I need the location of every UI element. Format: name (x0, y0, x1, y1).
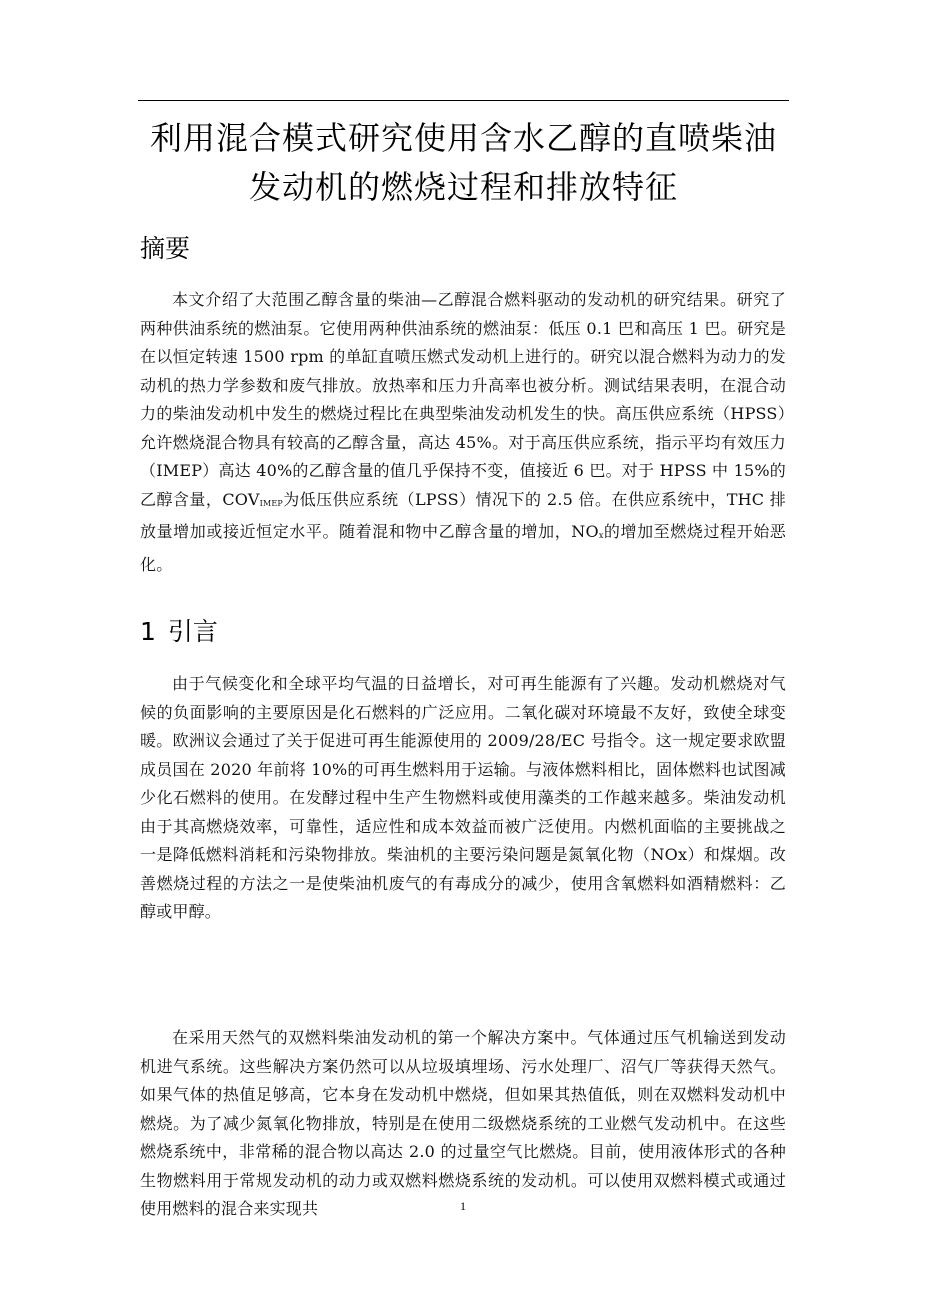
introduction-paragraph-1: 由于气候变化和全球平均气温的日益增长，对可再生能源有了兴趣。发动机燃烧对气候的负面影响的主要原因是化石燃料的广泛应用。二氧化碳对环境最不友好，致使全球变暖。欧洲议会通过了关于促进可再生能源使用的 2009/28/EC 号指令。这一规定要求欧盟成员国在 2020 年前将 10%的可再生燃料用于运输。与液体燃料相比，固体燃料也试图减少化石燃料的使用。在发酵过程中生产生物燃料或使用藻类的工作越来越多。柴油发动机由于其高燃烧效率，可靠性，适应性和成本效益而被广泛使用。内燃机面临的主要挑战之一是降低燃料消耗和污染物排放。柴油机的主要污染问题是氮氧化物（NOx）和煤烟。改善燃烧过程的方法之一是使柴油机废气的有毒成分的减少，使用含氧燃料如酒精燃料：乙醇或甲醇。 (140, 674, 786, 921)
imep-subscript: IMEP (259, 498, 283, 508)
section-number: 1 (140, 617, 156, 646)
abstract-paragraph (140, 286, 786, 579)
section-title: 引言 (167, 617, 218, 646)
abstract-heading: 摘要 (140, 234, 191, 263)
nox-subscript: x (598, 531, 604, 540)
introduction-paragraph-2: 在采用天然气的双燃料柴油发动机的第一个解决方案中。气体通过压气机输送到发动机进气系统。这些解决方案仍然可以从垃圾填埋场、污水处理厂、沼气厂等获得天然气。如果气体的热值足够高，它本身在发动机中燃烧，但如果其热值低，则在双燃料发动机中燃烧。为了减少氮氧化物排放，特别是在使用二级燃烧系统的工业燃气发动机中。在这些燃烧系统中，非常稀的混合物以高达 2.0 的过量空气比燃烧。目前，使用液体形式的各种生物燃料用于常规发动机的动力或双燃料燃烧系统的发动机。可以使用双燃料模式或通过使用燃料的混合来实现共 (140, 1028, 786, 1218)
abstract-text-c: 的增加至燃烧过程开始恶化。 (140, 522, 787, 574)
page-number: 1 (460, 1199, 466, 1213)
abstract-text-b: 为低压供应系统（LPSS）情况下的 2.5 倍。在供应系统中，THC 排放量增加或接近恒定水平。随着混和物中乙醇含量的增加，NO (140, 489, 786, 541)
paper-title: 利用混合模式研究使用含水乙醇的直喷柴油发动机的燃烧过程和排放特征 (149, 119, 777, 206)
introduction-heading (140, 617, 218, 647)
abstract-text-a: 本文介绍了大范围乙醇含量的柴油—乙醇混合燃料驱动的发动机的研究结果。研究了两种供油系统的燃油泵。它使用两种供油系统的燃油泵：低压 0.1 巴和高压 1 巴。研究是在以恒定转速 1500 rpm 的单缸直喷压燃式发动机上进行的。研究以混合燃料为动力的发动机的热力学参数和废气排放。放热率和压力升高率也被分析。测试结果表明，在混合动力的柴油发动机中发生的燃烧过程比在典型柴油发动机发生的快。高压供应系统（HPSS）允许燃烧混合物具有较高的乙醇含量，高达 45%。对于高压供应系统，指示平均有效压力（IMEP）高达 40%的乙醇含量的值几乎保持不变，值接近 6 巴。对于 HPSS 中 15%的乙醇含量，COV (140, 290, 786, 509)
header-rule (138, 100, 789, 101)
